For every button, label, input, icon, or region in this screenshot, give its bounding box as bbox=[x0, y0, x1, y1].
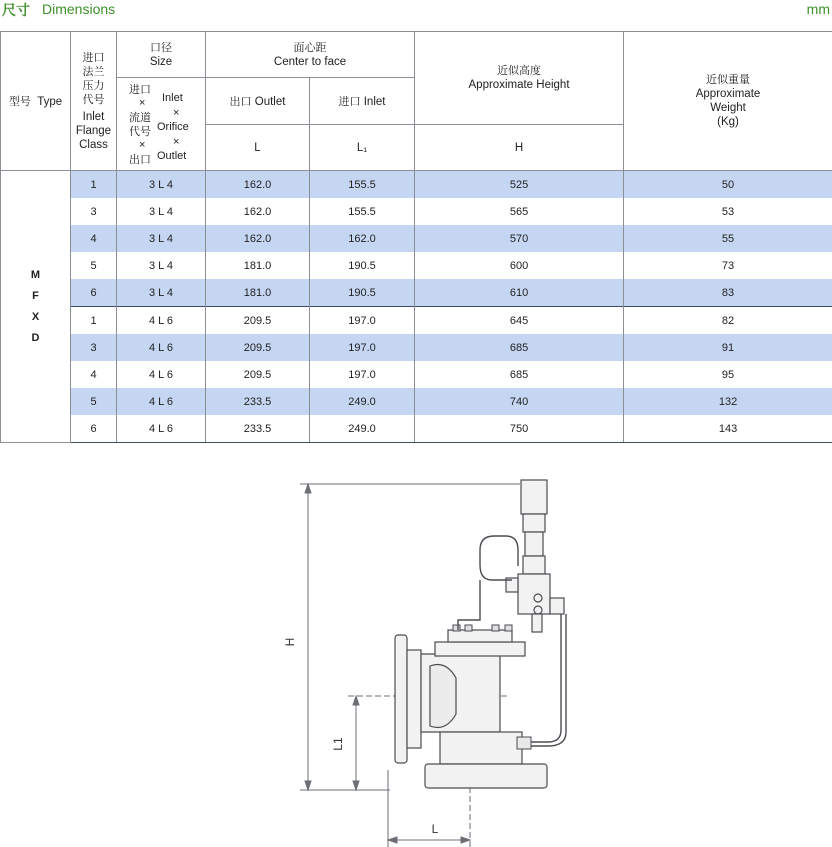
pilot-fitting bbox=[550, 598, 564, 614]
pilot-outlet bbox=[532, 614, 542, 632]
cell-L: 162.0 bbox=[206, 225, 310, 252]
table-row bbox=[1, 252, 832, 279]
cell-size: 4 L 6 bbox=[117, 307, 206, 335]
cell-H: 600 bbox=[415, 252, 624, 279]
cell-size: 3 L 4 bbox=[117, 225, 206, 252]
cell-size: 4 L 6 bbox=[117, 415, 206, 443]
cell-size: 3 L 4 bbox=[117, 279, 206, 307]
cell-flange: 3 bbox=[71, 334, 117, 361]
cell-flange: 1 bbox=[71, 307, 117, 335]
body-bore bbox=[430, 665, 456, 728]
cell-weight: 82 bbox=[624, 307, 832, 335]
table-row bbox=[1, 198, 832, 225]
sense-tube bbox=[480, 536, 518, 580]
cell-weight: 73 bbox=[624, 252, 832, 279]
tube-fitting bbox=[517, 737, 531, 749]
cell-size: 4 L 6 bbox=[117, 361, 206, 388]
cell-H: 750 bbox=[415, 415, 624, 443]
title-en: Dimensions bbox=[42, 1, 116, 17]
cell-weight: 50 bbox=[624, 171, 832, 199]
cell-weight: 83 bbox=[624, 279, 832, 307]
dome-tube bbox=[458, 580, 480, 630]
bolt bbox=[492, 625, 499, 631]
type-mfxd: M F X D bbox=[1, 171, 71, 443]
cell-flange: 6 bbox=[71, 415, 117, 443]
cell-size: 4 L 6 bbox=[117, 388, 206, 415]
title-cn: 尺寸 bbox=[2, 3, 30, 19]
header-center-to-face: 面心距 Center to face bbox=[206, 32, 415, 78]
table-row bbox=[1, 361, 832, 388]
cell-L: 233.5 bbox=[206, 388, 310, 415]
table-row bbox=[1, 171, 832, 199]
header-inlet-flange-class: 进口 法兰 压力 代号 Inlet Flange Class bbox=[71, 32, 117, 171]
header-L1: L₁ bbox=[310, 125, 415, 171]
cell-L1: 249.0 bbox=[310, 388, 415, 415]
pilot-port bbox=[534, 606, 542, 614]
cell-H: 645 bbox=[415, 307, 624, 335]
feed-tube bbox=[524, 614, 561, 742]
cell-flange: 4 bbox=[71, 225, 117, 252]
cell-flange: 3 bbox=[71, 198, 117, 225]
cell-L1: 197.0 bbox=[310, 307, 415, 335]
cell-L1: 190.5 bbox=[310, 252, 415, 279]
bolt bbox=[453, 625, 460, 631]
cell-size: 3 L 4 bbox=[117, 198, 206, 225]
cell-L1: 155.5 bbox=[310, 198, 415, 225]
table-row bbox=[1, 307, 832, 335]
cell-size: 3 L 4 bbox=[117, 171, 206, 199]
label-H: H bbox=[283, 637, 297, 647]
cell-L1: 190.5 bbox=[310, 279, 415, 307]
cell-weight: 53 bbox=[624, 198, 832, 225]
header-approx-height: 近似高度 Approximate Height bbox=[415, 32, 624, 125]
table-row bbox=[1, 225, 832, 252]
cell-weight: 55 bbox=[624, 225, 832, 252]
unit-label: mm bbox=[806, 1, 830, 17]
inlet-neck bbox=[440, 732, 522, 764]
header-L: L bbox=[206, 125, 310, 171]
cell-L1: 162.0 bbox=[310, 225, 415, 252]
label-L: L bbox=[431, 822, 439, 836]
cell-size: 4 L 6 bbox=[117, 334, 206, 361]
cell-flange: 6 bbox=[71, 279, 117, 307]
bonnet-flange bbox=[435, 642, 525, 656]
cell-H: 525 bbox=[415, 171, 624, 199]
cell-H: 570 bbox=[415, 225, 624, 252]
label-L1: L1 bbox=[331, 737, 345, 751]
cell-H: 685 bbox=[415, 334, 624, 361]
pilot-spring-housing bbox=[523, 514, 545, 532]
header-size: 口径 Size bbox=[117, 32, 206, 78]
table-row bbox=[1, 279, 832, 307]
header-type: 型号 Type bbox=[1, 32, 71, 171]
cell-weight: 143 bbox=[624, 415, 832, 443]
cell-L: 162.0 bbox=[206, 198, 310, 225]
cell-L1: 197.0 bbox=[310, 334, 415, 361]
pilot-adjuster bbox=[523, 556, 545, 574]
cell-L: 181.0 bbox=[206, 279, 310, 307]
bolt bbox=[505, 625, 512, 631]
cell-flange: 5 bbox=[71, 388, 117, 415]
inlet-flange bbox=[425, 764, 547, 788]
cell-H: 685 bbox=[415, 361, 624, 388]
cell-L1: 155.5 bbox=[310, 171, 415, 199]
bonnet-top bbox=[448, 630, 512, 642]
pilot-stem bbox=[525, 532, 543, 556]
valve-body-group bbox=[395, 630, 547, 788]
table-row bbox=[1, 415, 832, 443]
outlet-neck bbox=[407, 650, 421, 748]
header-H: H bbox=[415, 125, 624, 171]
page-header bbox=[0, 0, 832, 22]
bolt bbox=[465, 625, 472, 631]
pilot-port bbox=[534, 594, 542, 602]
cell-weight: 95 bbox=[624, 361, 832, 388]
table-row bbox=[1, 334, 832, 361]
cell-weight: 91 bbox=[624, 334, 832, 361]
cell-H: 740 bbox=[415, 388, 624, 415]
cell-L: 209.5 bbox=[206, 334, 310, 361]
cell-L: 209.5 bbox=[206, 361, 310, 388]
cell-L: 181.0 bbox=[206, 252, 310, 279]
cell-flange: 5 bbox=[71, 252, 117, 279]
table-row bbox=[1, 388, 832, 415]
header-size-detail: 进口 × 流道 代号 × 出口 Inlet × Orifice × Outlet bbox=[117, 78, 206, 171]
header-inlet: 进口 Inlet bbox=[310, 78, 415, 125]
cell-H: 565 bbox=[415, 198, 624, 225]
cell-flange: 4 bbox=[71, 361, 117, 388]
cell-L1: 249.0 bbox=[310, 415, 415, 443]
cell-L1: 197.0 bbox=[310, 361, 415, 388]
valve-drawing bbox=[280, 470, 600, 847]
pilot-group bbox=[506, 480, 564, 632]
cell-flange: 1 bbox=[71, 171, 117, 199]
header-approx-weight: 近似重量 Approximate Weight (Kg) bbox=[624, 32, 832, 171]
dimensions-table bbox=[0, 31, 832, 443]
feed-tube-outer bbox=[524, 614, 566, 746]
cell-weight: 132 bbox=[624, 388, 832, 415]
cell-L: 233.5 bbox=[206, 415, 310, 443]
cell-size: 3 L 4 bbox=[117, 252, 206, 279]
cell-L: 162.0 bbox=[206, 171, 310, 199]
cell-H: 610 bbox=[415, 279, 624, 307]
pilot-cap bbox=[521, 480, 547, 514]
outlet-flange bbox=[395, 635, 407, 763]
cell-L: 209.5 bbox=[206, 307, 310, 335]
header-outlet: 出口 Outlet bbox=[206, 78, 310, 125]
